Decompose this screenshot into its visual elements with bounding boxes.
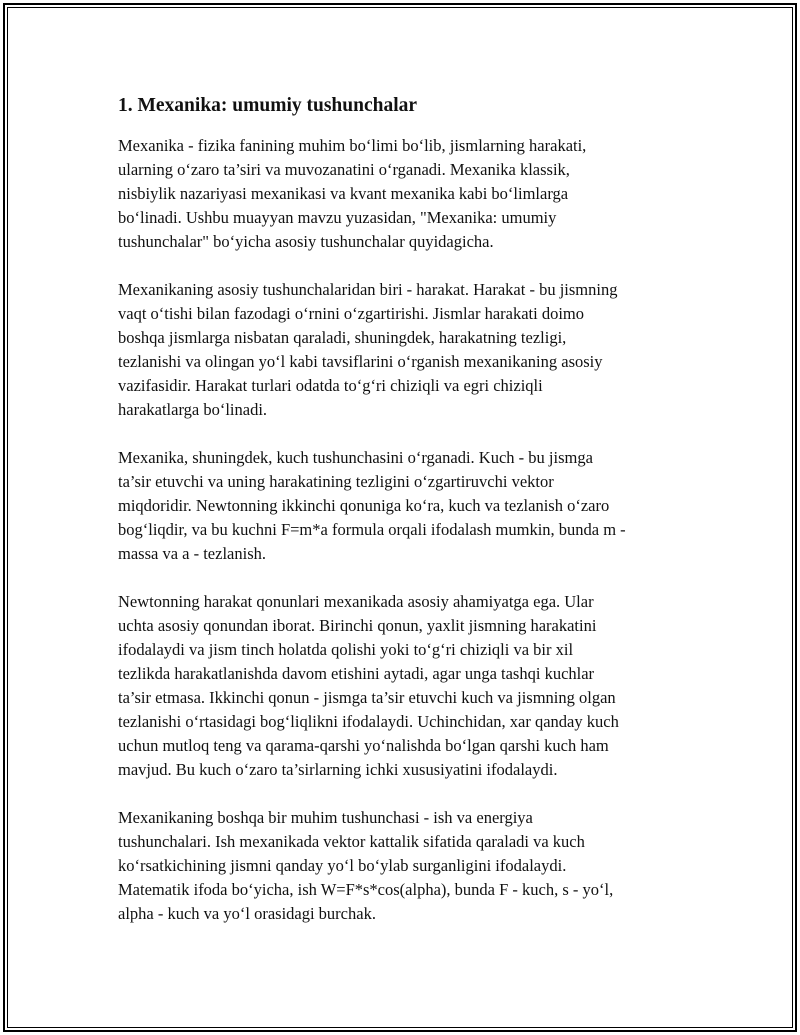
text-line: harakatlarga bo‘linadi. xyxy=(118,400,268,419)
document-body xyxy=(118,93,690,950)
text-line: tushunchalar" bo‘yicha asosiy tushunchalar quyidagicha. xyxy=(118,232,494,251)
text-line: boshqa jismlarga nisbatan qaraladi, shuningdek, harakatning tezligi, xyxy=(118,328,567,347)
text-line: uchta asosiy qonundan iborat. Birinchi qonun, yaxlit jismning harakatini xyxy=(118,616,597,635)
paragraph-2 xyxy=(118,278,690,422)
text-line: tezlikda harakatlanishda davom etishini aytadi, agar unga tashqi kuchlar xyxy=(118,664,595,683)
text-line: ularning o‘zaro ta’siri va muvozanatini o‘rganadi. Mexanika klassik, xyxy=(118,160,570,179)
paragraph-3 xyxy=(118,446,690,566)
text-line: Mexanika - fizika fanining muhim bo‘limi bo‘lib, jismlarning harakati, xyxy=(118,136,587,155)
text-line: uchun mutloq teng va qarama-qarshi yo‘nalishda bo‘lgan qarshi kuch ham xyxy=(118,736,609,755)
text-line: mavjud. Bu kuch o‘zaro ta’sirlarning ichki xususiyatini ifodalaydi. xyxy=(118,760,558,779)
text-line: ko‘rsatkichining jismni qanday yo‘l bo‘ylab surganligini ifodalaydi. xyxy=(118,856,567,875)
text-line: Matematik ifoda bo‘yicha, ish W=F*s*cos(alpha), bunda F - kuch, s - yo‘l, xyxy=(118,880,614,899)
text-line: Mexanikaning asosiy tushunchalaridan biri - harakat. Harakat - bu jismning xyxy=(118,280,618,299)
text-line: Newtonning harakat qonunlari mexanikada asosiy ahamiyatga ega. Ular xyxy=(118,592,594,611)
text-line: bog‘liqdir, va bu kuchni F=m*a formula orqali ifodalash mumkin, bunda m - xyxy=(118,520,626,539)
text-line: vaqt o‘tishi bilan fazodagi o‘rnini o‘zgartirishi. Jismlar harakati doimo xyxy=(118,304,585,323)
text-line: ta’sir etmasa. Ikkinchi qonun - jismga ta’sir etuvchi kuch va jismning olgan xyxy=(118,688,616,707)
text-line: vazifasidir. Harakat turlari odatda to‘g‘ri chiziqli va egri chiziqli xyxy=(118,376,543,395)
text-line: Mexanikaning boshqa bir muhim tushunchasi - ish va energiya xyxy=(118,808,533,827)
text-line: tezlanishi o‘rtasidagi bog‘liqlikni ifodalaydi. Uchinchidan, xar qanday kuch xyxy=(118,712,619,731)
text-line: ifodalaydi va jism tinch holatda qolishi yoki to‘g‘ri chiziqli va bir xil xyxy=(118,640,574,659)
paragraph-5 xyxy=(118,806,690,926)
text-line: massa va a - tezlanish. xyxy=(118,544,266,563)
text-line: Mexanika, shuningdek, kuch tushunchasini o‘rganadi. Kuch - bu jismga xyxy=(118,448,593,467)
text-line: miqdoridir. Newtonning ikkinchi qonuniga ko‘ra, kuch va tezlanish o‘zaro xyxy=(118,496,610,515)
text-line: alpha - kuch va yo‘l orasidagi burchak. xyxy=(118,904,376,923)
text-line: tezlanishi va olingan yo‘l kabi tavsiflarini o‘rganish mexanikaning asosiy xyxy=(118,352,603,371)
document-title: 1. Mexanika: umumiy tushunchalar xyxy=(118,95,418,116)
paragraph-4 xyxy=(118,590,690,782)
text-line: nisbiylik nazariyasi mexanikasi va kvant mexanika kabi bo‘limlarga xyxy=(118,184,569,203)
text-line: tushunchalari. Ish mexanikada vektor kattalik sifatida qaraladi va kuch xyxy=(118,832,585,851)
text-line: bo‘linadi. Ushbu muayyan mavzu yuzasidan, "Mexanika: umumiy xyxy=(118,208,557,227)
text-line: ta’sir etuvchi va uning harakatining tezligini o‘zgartiruvchi vektor xyxy=(118,472,554,491)
paragraph-1 xyxy=(118,134,690,254)
